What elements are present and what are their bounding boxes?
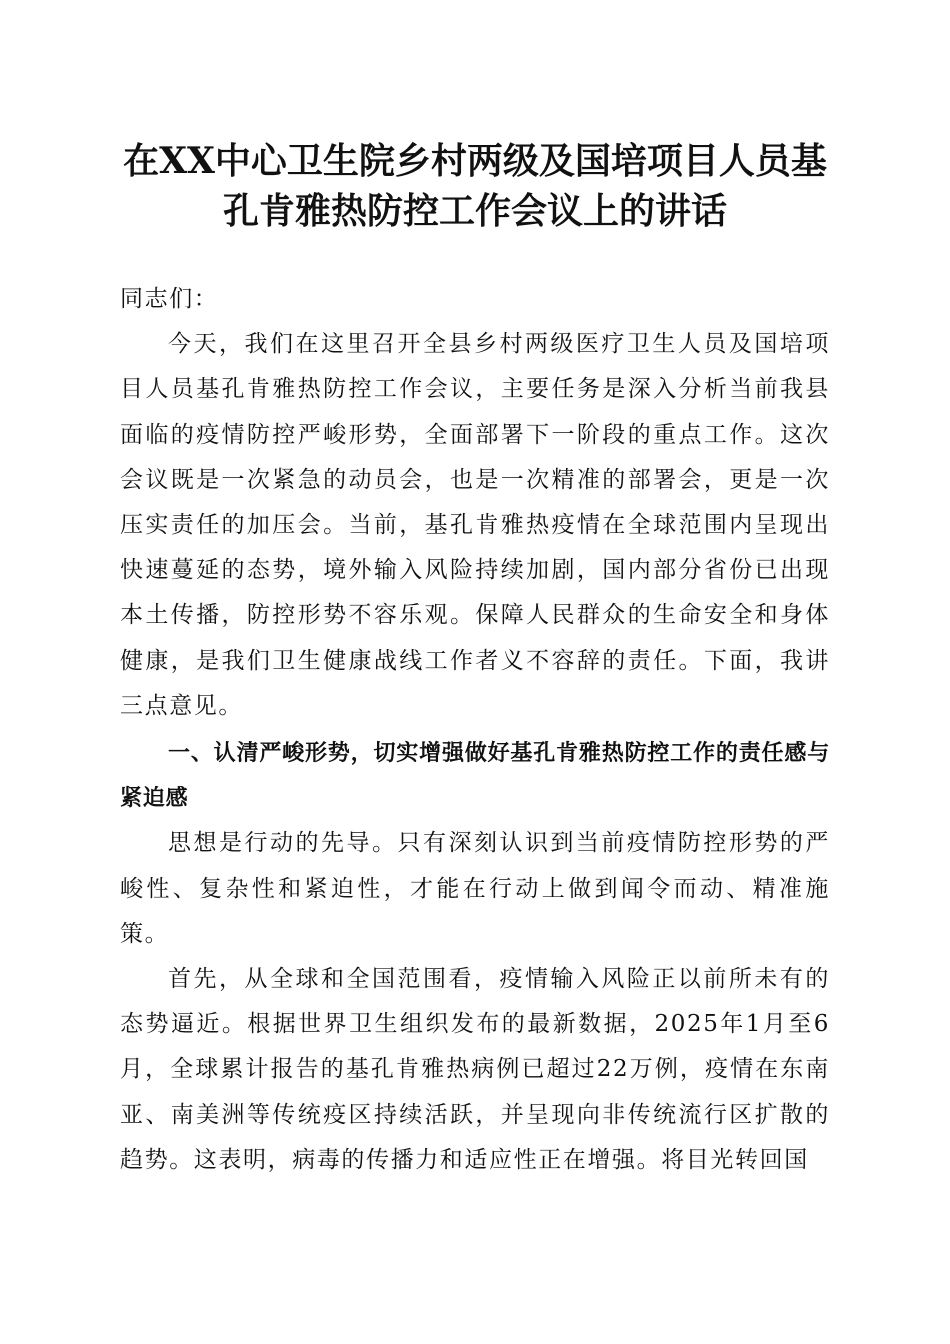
paragraph-thought: 思想是行动的先导。只有深刻认识到当前疫情防控形势的严峻性、复杂性和紧迫性，才能在行动上做到闻令而动、精准施策。 bbox=[120, 830, 830, 947]
paragraph-first: 首先，从全球和全国范围看，疫情输入风险正以前所未有的态势逼近。根据世界卫生组织发布的最新数据，2025年1月至6月，全球累计报告的基孔肯雅热病例已超过22万例，疫情在东南亚、南美洲等传统疫区持续活跃，并呈现向非传统流行区扩散的趋势。这表明，病毒的传播力和适应性正在增强。将目光转回国 bbox=[120, 966, 830, 1173]
salutation: 同志们： bbox=[120, 286, 219, 312]
document-body bbox=[120, 277, 830, 1183]
document-title bbox=[100, 136, 850, 236]
paragraph-intro: 今天，我们在这里召开全县乡村两级医疗卫生人员及国培项目人员基孔肯雅热防控工作会议，主要任务是深入分析当前我县面临的疫情防控严峻形势，全面部署下一阶段的重点工作。这次会议既是一次紧急的动员会，也是一次精准的部署会，更是一次压实责任的加压会。当前，基孔肯雅热疫情在全球范围内呈现出快速蔓延的态势，境外输入风险持续加剧，国内部分省份已出现本土传播，防控形势不容乐观。保障人民群众的生命安全和身体健康，是我们卫生健康战线工作者义不容辞的责任。下面，我讲三点意见。 bbox=[120, 331, 830, 719]
title-line-1: 在XX中心卫生院乡村两级及国培项目人员基 bbox=[123, 140, 827, 182]
title-line-2: 孔肯雅热防控工作会议上的讲话 bbox=[222, 190, 727, 232]
section-heading-1: 一、认清严峻形势，切实增强做好基孔肯雅热防控工作的责任感与紧迫感 bbox=[120, 741, 830, 812]
